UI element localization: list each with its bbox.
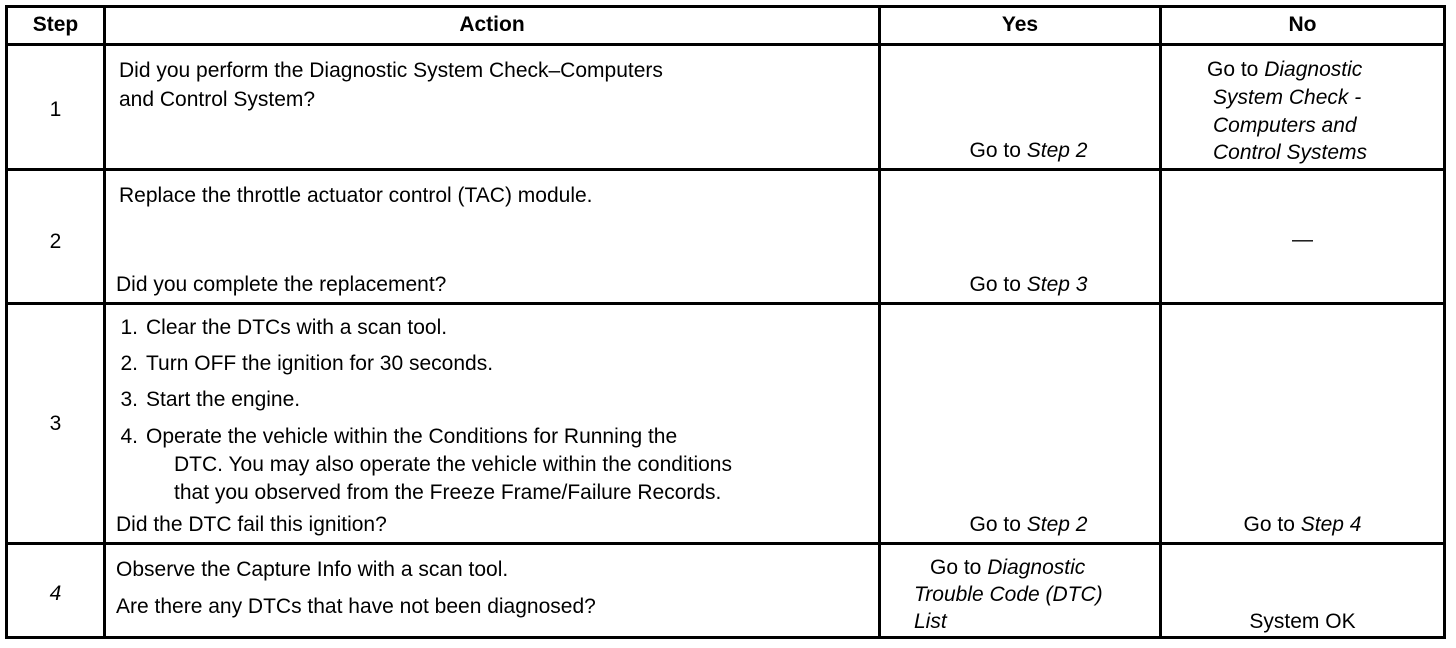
no-cell-2: — bbox=[1292, 228, 1313, 251]
substep-number-4: 4. bbox=[120, 425, 138, 448]
header-action: Action bbox=[459, 13, 525, 36]
yes-prefix-4: Go to bbox=[930, 556, 988, 579]
substep-4 bbox=[110, 423, 677, 450]
step-number-3: 3 bbox=[49, 412, 62, 435]
table-border-top bbox=[5, 5, 1446, 8]
substep-2 bbox=[110, 350, 493, 377]
header-step: Step bbox=[32, 13, 79, 36]
no-cell-4: System OK bbox=[1249, 610, 1356, 633]
yes-cell-4 bbox=[930, 554, 1085, 581]
table-border-right bbox=[1443, 5, 1446, 639]
substep-1 bbox=[110, 314, 447, 341]
substep-text-1: Clear the DTCs with a scan tool. bbox=[146, 316, 448, 339]
substep-3 bbox=[110, 386, 300, 413]
substep-text-2: Turn OFF the ignition for 30 seconds. bbox=[146, 352, 494, 375]
no-link-diagnostic-line-2[interactable]: System Check - bbox=[1213, 86, 1362, 109]
no-cell-3 bbox=[1162, 511, 1443, 538]
yes-link-step-3[interactable]: Step 3 bbox=[1026, 273, 1088, 296]
yes-cell-1 bbox=[881, 137, 1176, 164]
table-border-bottom bbox=[5, 636, 1446, 639]
action-question-4: Are there any DTCs that have not been diagnosed? bbox=[116, 595, 596, 618]
no-prefix-1: Go to bbox=[1207, 58, 1265, 81]
row-divider-2 bbox=[5, 302, 1446, 305]
substep-number-2: 2. bbox=[120, 352, 138, 375]
action-text-1-line-2: and Control System? bbox=[119, 88, 316, 111]
yes-cell-2 bbox=[881, 271, 1176, 298]
yes-link-dtc-list-line-3[interactable]: List bbox=[914, 610, 947, 633]
header-yes: Yes bbox=[1001, 13, 1039, 36]
yes-link-dtc-list-line-2[interactable]: Trouble Code (DTC) bbox=[914, 583, 1103, 606]
row-divider-1 bbox=[5, 168, 1446, 171]
action-intro-4: Observe the Capture Info with a scan tool. bbox=[116, 558, 509, 581]
yes-link-dtc-list-line-1[interactable]: Diagnostic bbox=[987, 556, 1086, 579]
step-number-2: 2 bbox=[49, 230, 62, 253]
column-divider-action bbox=[878, 5, 881, 639]
substep-number-3: 3. bbox=[120, 388, 138, 411]
yes-prefix-1: Go to bbox=[969, 139, 1027, 162]
column-divider-step bbox=[103, 5, 106, 639]
action-intro-2: Replace the throttle actuator control (TAC) module. bbox=[119, 184, 593, 207]
substep-text-4-line-3: that you observed from the Freeze Frame/Failure Records. bbox=[174, 481, 722, 504]
no-link-diagnostic-line-1[interactable]: Diagnostic bbox=[1264, 58, 1363, 81]
row-divider-3 bbox=[5, 542, 1446, 545]
no-cell-1 bbox=[1207, 56, 1362, 83]
no-link-step-4[interactable]: Step 4 bbox=[1300, 513, 1362, 536]
action-question-3: Did the DTC fail this ignition? bbox=[116, 513, 387, 536]
header-no: No bbox=[1288, 13, 1317, 36]
substep-text-4-line-1: Operate the vehicle within the Conditions for Running the bbox=[146, 425, 678, 448]
no-prefix-3: Go to bbox=[1243, 513, 1301, 536]
yes-prefix-2: Go to bbox=[969, 273, 1027, 296]
action-question-2: Did you complete the replacement? bbox=[116, 273, 447, 296]
substep-number-1: 1. bbox=[120, 316, 138, 339]
yes-link-step-2-row-3[interactable]: Step 2 bbox=[1026, 513, 1088, 536]
step-number-1: 1 bbox=[49, 98, 62, 121]
column-divider-yes bbox=[1159, 5, 1162, 639]
header-divider bbox=[5, 43, 1446, 46]
yes-cell-3 bbox=[881, 511, 1176, 538]
action-text-1-line-1: Did you perform the Diagnostic System Check–Computers bbox=[119, 59, 663, 82]
substep-text-3: Start the engine. bbox=[146, 388, 301, 411]
yes-prefix-3: Go to bbox=[969, 513, 1027, 536]
yes-link-step-2[interactable]: Step 2 bbox=[1026, 139, 1088, 162]
no-link-diagnostic-line-4[interactable]: Control Systems bbox=[1213, 141, 1368, 164]
step-number-4: 4 bbox=[49, 582, 62, 605]
no-link-diagnostic-line-3[interactable]: Computers and bbox=[1213, 114, 1357, 137]
substep-text-4-line-2: DTC. You may also operate the vehicle within the conditions bbox=[174, 453, 732, 476]
